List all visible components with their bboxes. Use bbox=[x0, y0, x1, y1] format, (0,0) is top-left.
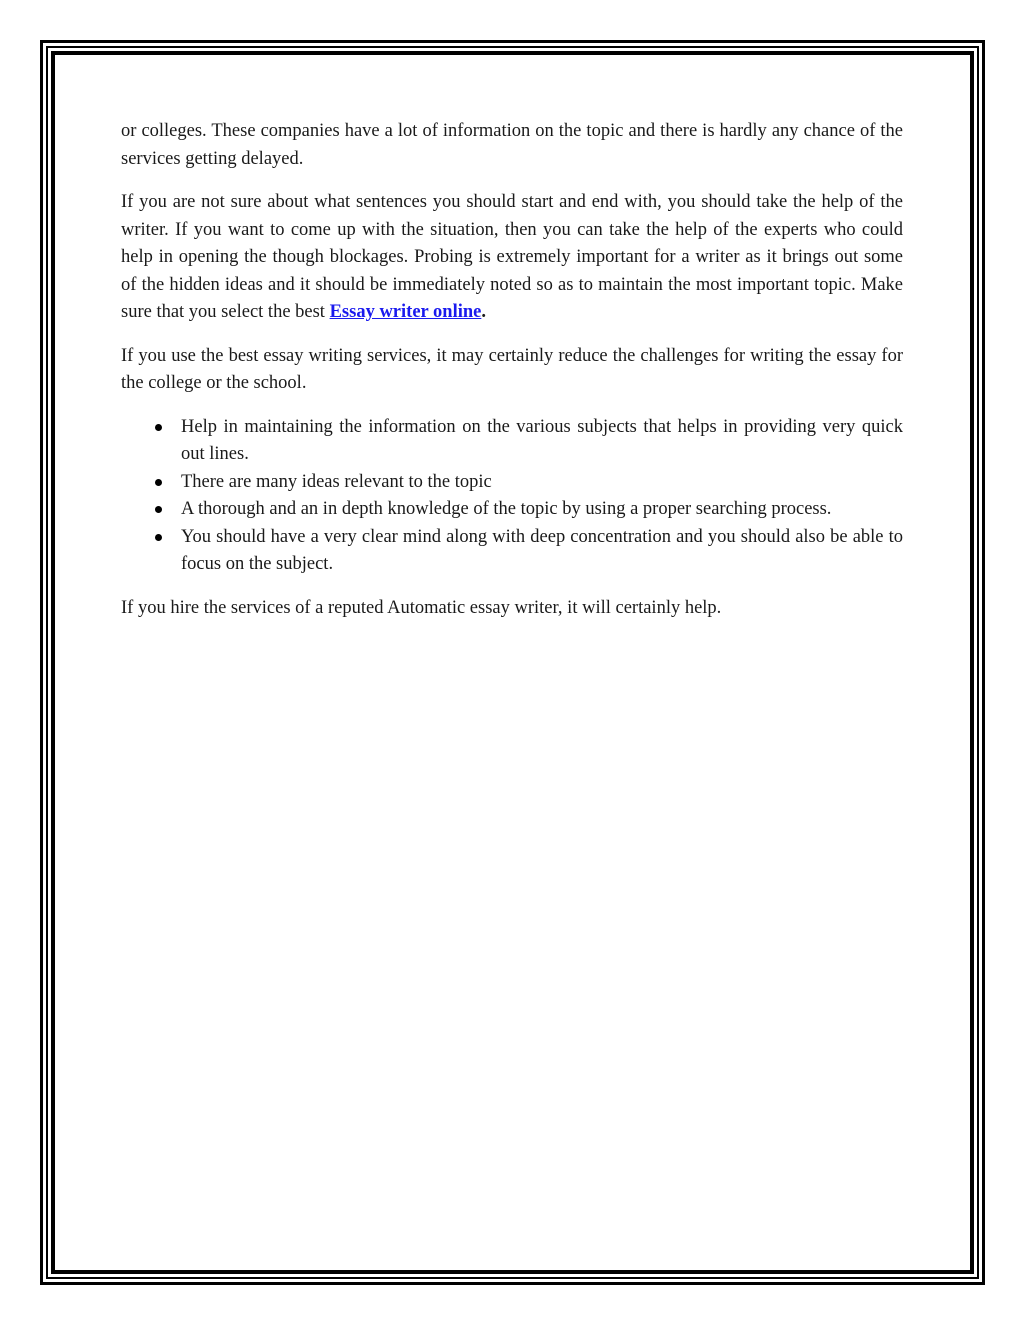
list-item-text: Help in maintaining the information on the various subjects that helps in providing very quick out lines. bbox=[181, 416, 903, 464]
bullet-icon bbox=[155, 424, 162, 431]
bullet-icon bbox=[155, 506, 162, 513]
list-item bbox=[121, 414, 903, 469]
paragraph-3: If you use the best essay writing services, it may certainly reduce the challenges for writing the essay for the college or the school. bbox=[121, 345, 903, 393]
list-item-text: You should have a very clear mind along with deep concentration and you should also be able to focus on the subject. bbox=[181, 526, 903, 574]
paragraph-2 bbox=[121, 189, 903, 327]
list-item bbox=[121, 524, 903, 579]
list-item bbox=[121, 496, 903, 524]
list-item bbox=[121, 469, 903, 497]
list-item-text: A thorough and an in depth knowledge of the topic by using a proper searching process. bbox=[181, 499, 832, 519]
paragraph-1: or colleges. These companies have a lot of information on the topic and there is hardly any chance of the services getting delayed. bbox=[121, 121, 903, 169]
paragraph-2-text: If you are not sure about what sentences you should start and end with, you should take the help of the writer. If you want to come up with the situation, then you can take the help of the experts who could help in opening the though blockages. Probing is extremely important for a writer as it brings out some of the hidden ideas and it should be immediately noted so as to maintain the most important topic. Make sure that you select the best bbox=[121, 192, 903, 322]
document-body bbox=[121, 118, 903, 638]
bullet-icon bbox=[155, 479, 162, 486]
bullet-list bbox=[121, 414, 903, 579]
list-item-text: There are many ideas relevant to the topic bbox=[181, 471, 492, 492]
bullet-icon bbox=[155, 534, 162, 541]
essay-writer-online-link[interactable]: Essay writer online bbox=[329, 302, 482, 322]
paragraph-4: If you hire the services of a reputed Automatic essay writer, it will certainly help. bbox=[121, 597, 722, 618]
paragraph-2-suffix: . bbox=[481, 302, 486, 322]
